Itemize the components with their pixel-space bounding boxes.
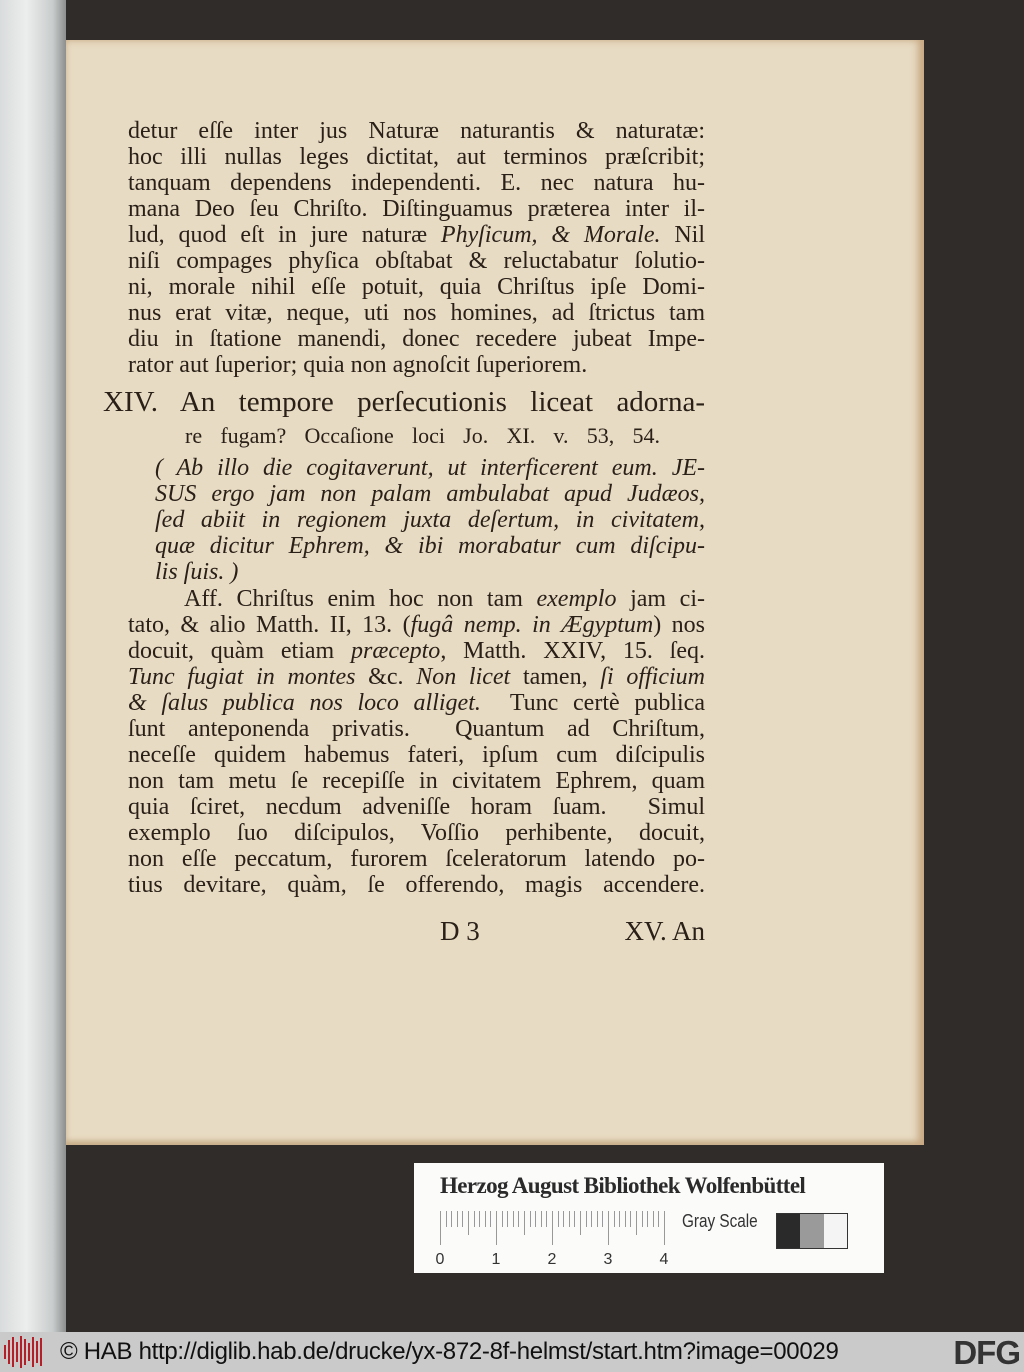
logo-bar xyxy=(28,1343,30,1361)
text-segment: neceſſe quidem habemus fateri, ipſum cum diſcipulis xyxy=(128,742,705,768)
text-segment: tamen, xyxy=(510,664,601,690)
catchword: XV. An xyxy=(624,916,705,946)
ruler-tick xyxy=(490,1211,491,1227)
text-segment: Aff. Chriſtus enim hoc non tam xyxy=(184,586,537,612)
text-line xyxy=(184,586,705,612)
ruler-tick xyxy=(513,1211,514,1227)
text-segment: lud, quod eſt in jure naturæ xyxy=(128,222,441,248)
text-segment: nus erat vitæ, neque, uti nos homines, ad ſtrictus tam xyxy=(128,300,705,326)
text-line xyxy=(128,196,705,222)
logo-bar xyxy=(32,1337,34,1367)
ruler-number: 2 xyxy=(547,1251,557,1268)
text-segment: diu in ſtatione manendi, donec recedere jubeat Impe- xyxy=(128,326,705,352)
footer-bar xyxy=(0,1332,1024,1372)
gray-swatch xyxy=(800,1214,823,1248)
text-line xyxy=(128,144,705,170)
text-line xyxy=(185,423,660,449)
text-line xyxy=(128,118,705,144)
italic-text: & ſalus publica nos loco alliget. xyxy=(128,690,481,716)
italic-text: Non licet xyxy=(416,664,511,690)
text-line xyxy=(128,222,705,248)
ruler-tick xyxy=(563,1211,564,1227)
measurement-ruler xyxy=(435,1211,669,1268)
text-segment: detur eſſe inter jus Naturæ naturantis & naturatæ: xyxy=(128,118,705,144)
text-line xyxy=(128,664,705,690)
signature-mark: D 3 xyxy=(440,916,480,946)
ruler-tick xyxy=(642,1211,643,1227)
logo-bar xyxy=(24,1339,26,1365)
italic-text: ( Ab illo die cogitaverunt, ut interficerent eum. JE- xyxy=(155,455,705,481)
library-name: Herzog August Bibliothek Wolfenbüttel xyxy=(440,1173,806,1198)
ruler-tick xyxy=(479,1211,480,1227)
ruler-tick xyxy=(518,1211,519,1227)
text-line xyxy=(128,326,705,352)
italic-text: Phyſicum, & Morale. xyxy=(440,222,661,248)
text-segment: tanquam dependens independenti. E. nec natura hu- xyxy=(128,170,705,196)
logo-bar xyxy=(20,1336,22,1368)
text-segment: tius devitare, quàm, ſe offerendo, magis accendere. xyxy=(128,872,705,898)
text-line xyxy=(128,716,705,742)
text-segment: docuit, quàm etiam xyxy=(128,638,351,664)
text-segment: non eſſe peccatum, furorem ſceleratorum latendo po- xyxy=(128,846,705,872)
ruler-tick xyxy=(591,1211,592,1227)
italic-text: lis ſuis. ) xyxy=(155,559,239,585)
italic-text: præcepto xyxy=(350,638,441,664)
italic-text: SUS ergo jam non palam ambulabat apud Judæos, xyxy=(155,481,705,507)
ruler-tick xyxy=(574,1211,575,1227)
ruler-tick xyxy=(541,1211,542,1227)
ruler-number: 4 xyxy=(659,1251,669,1268)
text-line xyxy=(128,300,705,326)
ruler-tick xyxy=(597,1211,598,1227)
text-line xyxy=(128,742,705,768)
ruler-tick xyxy=(602,1211,603,1227)
text-line xyxy=(155,559,705,585)
library-color-card xyxy=(414,1163,884,1273)
text-line xyxy=(128,820,705,846)
text-segment: tato, & alio Matth. II, 13. ( xyxy=(128,612,411,638)
ruler-tick xyxy=(502,1211,503,1227)
text-line xyxy=(128,638,705,664)
logo-bar xyxy=(16,1342,18,1362)
ruler-number: 0 xyxy=(435,1251,445,1268)
gray-scale-swatches xyxy=(776,1213,848,1249)
text-segment: ni, morale nihil eſſe potuit, quia Chriſtus ipſe Domi- xyxy=(128,274,705,300)
ruler-tick xyxy=(485,1211,486,1227)
ruler-tick xyxy=(451,1211,452,1227)
adjacent-page-edge xyxy=(0,0,66,1332)
ruler-tick xyxy=(535,1211,536,1227)
text-line xyxy=(155,533,705,559)
ruler-tick xyxy=(440,1211,441,1245)
italic-text: exemplo xyxy=(536,586,617,612)
text-segment: jam ci- xyxy=(616,586,705,612)
text-line xyxy=(128,846,705,872)
text-line xyxy=(128,274,705,300)
ruler-tick xyxy=(664,1211,665,1245)
ruler-tick xyxy=(653,1211,654,1227)
ruler-tick xyxy=(569,1211,570,1227)
text-segment: quia ſciret, necdum adveniſſe horam ſuam. Simul xyxy=(128,794,705,820)
ruler-tick xyxy=(462,1211,463,1227)
ruler-tick xyxy=(546,1211,547,1227)
gray-swatch xyxy=(824,1214,847,1248)
ruler-tick xyxy=(474,1211,475,1227)
text-segment: &c. xyxy=(355,664,417,690)
text-segment: rator aut ſuperior; quia non agnoſcit ſuperiorem. xyxy=(128,352,588,378)
ruler-tick xyxy=(446,1211,447,1227)
logo-bar xyxy=(4,1345,6,1359)
ruler-tick xyxy=(614,1211,615,1227)
text-line xyxy=(128,872,705,898)
italic-text: ſed abiit in regionem juxta deſertum, in civitatem, xyxy=(155,507,705,533)
text-line xyxy=(155,507,705,533)
text-segment: XIV. An tempore perſecutionis liceat adorna- xyxy=(103,386,705,418)
text-segment: hoc illi nullas leges dictitat, aut terminos præſcribit; xyxy=(128,144,705,170)
ruler-number: 3 xyxy=(603,1251,613,1268)
logo-bar xyxy=(8,1340,10,1364)
ruler-tick xyxy=(496,1211,497,1245)
ruler-tick xyxy=(619,1211,620,1227)
text-line xyxy=(128,768,705,794)
text-segment: Nil xyxy=(660,222,706,248)
text-segment: non tam metu ſe recepiſſe in civitatem Ephrem, quam xyxy=(128,768,705,794)
text-line xyxy=(155,455,705,481)
italic-text: fugâ nemp. in Ægyptum xyxy=(410,612,654,638)
text-segment: , Matth. XXIV, 15. ſeq. xyxy=(440,638,705,664)
ruler-tick xyxy=(647,1211,648,1227)
ruler-tick xyxy=(586,1211,587,1227)
ruler-tick xyxy=(530,1211,531,1227)
ruler-tick xyxy=(468,1211,469,1235)
text-line xyxy=(128,170,705,196)
dfg-logo: DFG xyxy=(953,1334,1020,1371)
italic-text: quæ dicitur Ephrem, & ibi morabatur cum diſcipu- xyxy=(155,533,705,559)
text-line xyxy=(128,690,705,716)
italic-text: ſi officium xyxy=(600,664,705,690)
section-heading xyxy=(103,386,705,418)
ruler-tick xyxy=(580,1211,581,1235)
text-segment: ſunt anteponenda privatis. Quantum ad Chriſtum, xyxy=(128,716,705,742)
text-line xyxy=(128,352,705,378)
ruler-tick xyxy=(636,1211,637,1235)
ruler-tick xyxy=(524,1211,525,1235)
text-segment: ) nos xyxy=(653,612,706,638)
text-line xyxy=(128,794,705,820)
gray-swatch xyxy=(777,1214,800,1248)
ruler-tick xyxy=(558,1211,559,1227)
logo-bar xyxy=(12,1337,14,1367)
copyright-link[interactable]: © HAB http://diglib.hab.de/drucke/yx-872-8f-helmst/start.htm?image=00029 xyxy=(60,1338,839,1365)
text-line xyxy=(155,481,705,507)
text-segment: niſi compages phyſica obſtabat & reluctabatur ſolutio- xyxy=(128,248,705,274)
italic-text: Tunc fugiat in montes xyxy=(128,664,356,690)
hab-logo-icon xyxy=(4,1336,46,1368)
ruler-number: 1 xyxy=(491,1251,501,1268)
logo-bar xyxy=(36,1341,38,1363)
text-segment: exemplo ſuo diſcipulos, Voſſio perhibente, docuit, xyxy=(128,820,705,846)
ruler-tick xyxy=(625,1211,626,1227)
text-segment: mana Deo ſeu Chriſto. Diſtinguamus præterea inter il- xyxy=(128,196,705,222)
ruler-tick xyxy=(552,1211,553,1245)
ruler-tick xyxy=(658,1211,659,1227)
gray-scale-label: Gray Scale xyxy=(682,1211,758,1231)
logo-bar xyxy=(40,1338,42,1366)
text-segment: re fugam? Occaſione loci Jo. XI. v. 53, 54. xyxy=(185,423,660,448)
text-segment: Tunc certè publica xyxy=(480,690,705,716)
text-line xyxy=(128,612,705,638)
ruler-tick xyxy=(457,1211,458,1227)
text-line xyxy=(128,248,705,274)
ruler-tick xyxy=(608,1211,609,1245)
ruler-tick xyxy=(630,1211,631,1227)
ruler-tick xyxy=(507,1211,508,1227)
